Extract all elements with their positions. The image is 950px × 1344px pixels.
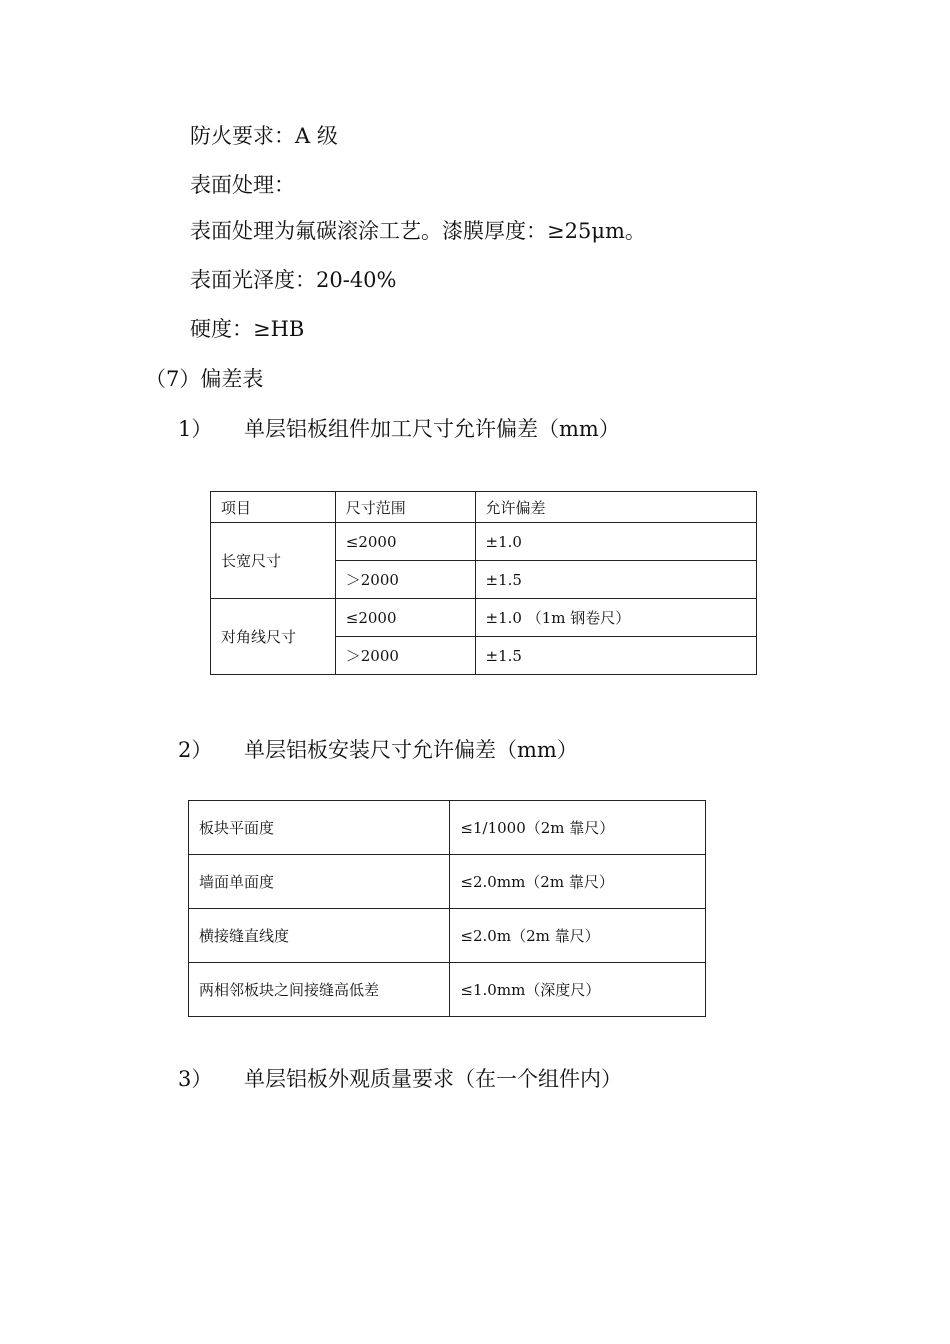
spec-surface-treatment-heading: 表面处理： — [190, 173, 295, 197]
tolerance-cell: ≤2.0mm（2m 靠尺） — [450, 855, 706, 909]
tolerance-cell: ±1.0 — [475, 523, 756, 561]
tolerance-cell: ±1.5 — [475, 561, 756, 599]
spec-gloss: 表面光泽度：20-40% — [190, 268, 397, 292]
table-row — [189, 801, 706, 855]
header-tolerance: 允许偏差 — [475, 492, 756, 523]
tolerance-cell: ±1.0 （1m 钢卷尺） — [475, 599, 756, 637]
item-cell: 墙面单面度 — [189, 855, 450, 909]
section-heading-deviation-table: （7）偏差表 — [145, 367, 264, 391]
group-label-length-width: 长宽尺寸 — [211, 523, 336, 599]
size-range-cell: ≤2000 — [335, 523, 475, 561]
subheading-2-number: 2） — [178, 738, 213, 762]
header-size-range: 尺寸范围 — [335, 492, 475, 523]
table-row — [189, 855, 706, 909]
size-range-cell: ＞2000 — [335, 561, 475, 599]
size-range-cell: ＞2000 — [335, 637, 475, 675]
subheading-2 — [178, 736, 578, 764]
subheading-3-number: 3） — [178, 1067, 213, 1091]
tolerance-cell: ≤1/1000（2m 靠尺） — [450, 801, 706, 855]
installation-tolerance-table — [188, 800, 706, 1017]
item-cell: 两相邻板块之间接缝高低差 — [189, 963, 450, 1017]
table-row — [189, 963, 706, 1017]
processing-tolerance-table — [210, 491, 757, 675]
spec-hardness: 硬度：≥HB — [190, 317, 305, 341]
header-item: 项目 — [211, 492, 336, 523]
subheading-1-title: 单层铝板组件加工尺寸允许偏差（mm） — [244, 417, 620, 441]
spec-fire-rating: 防火要求：A 级 — [190, 124, 338, 148]
subheading-1 — [178, 415, 620, 443]
size-range-cell: ≤2000 — [335, 599, 475, 637]
subheading-3 — [178, 1065, 622, 1093]
subheading-3-title: 单层铝板外观质量要求（在一个组件内） — [244, 1067, 622, 1091]
tolerance-cell: ≤1.0mm（深度尺） — [450, 963, 706, 1017]
group-label-diagonal: 对角线尺寸 — [211, 599, 336, 675]
subheading-1-number: 1） — [178, 417, 213, 441]
item-cell: 横接缝直线度 — [189, 909, 450, 963]
subheading-2-title: 单层铝板安装尺寸允许偏差（mm） — [244, 738, 578, 762]
spec-coating: 表面处理为氟碳滚涂工艺。漆膜厚度：≥25μm。 — [190, 219, 646, 243]
table-row — [189, 909, 706, 963]
table-row — [211, 599, 757, 637]
table-row — [211, 523, 757, 561]
tolerance-cell: ±1.5 — [475, 637, 756, 675]
item-cell: 板块平面度 — [189, 801, 450, 855]
table-header-row — [211, 492, 757, 523]
tolerance-cell: ≤2.0m（2m 靠尺） — [450, 909, 706, 963]
